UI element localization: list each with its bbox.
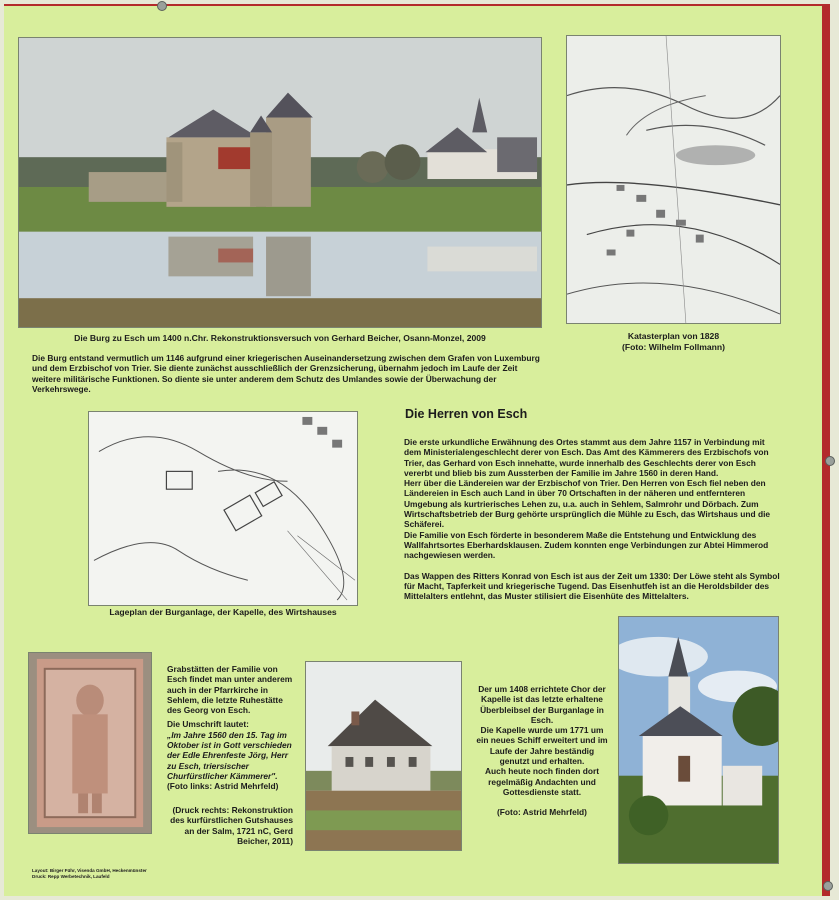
chapel-image [618,616,779,864]
layout-credit: Layout: Birger Führ, Visenda GmbH, Heckenmünster [32,868,147,873]
choir-text-3: Auch heute noch finden dort regelmäßig Andachten und Gottesdienste statt. [485,766,599,797]
print-credit-right: (Druck rechts: Rekonstruktion des kurfürstlichen Gutshauses an der Salm, 1721 nC, Gerd Beicher, 2011) [170,805,293,846]
herren-text [404,437,782,601]
choir-text-block [474,684,610,818]
castle-reconstruction-image [18,37,542,328]
tombstone-image [28,652,152,834]
cadastral-map-image [566,35,781,324]
site-plan-caption: Lageplan der Burganlage, der Kapelle, des Wirtshauses [109,607,337,617]
herren-paragraph-2: Herr über die Ländereien war der Erzbischof von Trier. Den Herren von Esch fiel neben den Ländereien in Esch auch Land in über 70 Ortschaften in der näheren und entfernteren Umgebung als kurtrierisches Lehen zu, u.a. auch in Sehlem, Salmrohr und Dörbach. Zum Wirtschaftsbetrieb der Burg gehörte ursprünglich die Mühle zu Esch, das Wirtshaus und die Schäferei. [404,478,771,530]
choir-text-2: Die Kapelle wurde um 1771 um ein neues Schiff erweitert und im Laufe der Jahre beständig genutzt und erhalten. [476,725,608,767]
section-heading-herren-von-esch: Die Herren von Esch [405,407,528,421]
site-plan-image [88,411,358,606]
inscription-quote: „Im Jahre 1560 den 15. Tag im Oktober ist in Gott verschieden der Edle Ehrenfeste Jörg, Herr zu Esch, triersischer Churfürstlicher Kämmerer". [167,729,292,781]
screw-top [157,1,167,11]
screw-bottom-right [823,881,833,891]
cadastral-caption-title: Katasterplan von 1828 [627,331,720,341]
herren-paragraph-1: Die erste urkundliche Erwähnung des Ortes stammt aus dem Jahre 1157 in Verbindung mit dem Ministerialengeschlecht derer von Esch. Das Amt des Kämmerers des Erzbischofs von Trier, das Gerhard von Esch innehatte, wurde innerhalb des Geschlechts derer von Esch vererbt und blieb bis zum Aussterben der Familie im Jahre 1560 in deren Hand. [404,437,769,478]
credits [32,868,262,880]
photo-credit-left: (Foto links: Astrid Mehrfeld) [167,781,279,792]
cadastral-caption-credit: (Foto: Wilhelm Follmann) [621,341,726,352]
screw-right [825,456,835,466]
inscription-label: Die Umschrift lautet: [167,719,249,730]
grave-text: Grabstätten der Familie von Esch findet man unter anderem auch in der Pfarrkirche in Sehlem, die letzte Ruhestätte des Georg von Esch. [167,664,293,716]
manor-house-image [305,661,462,851]
grave-text-block [167,664,293,792]
print-credit: Druck: Repp Werbetechnik, Laufeld [32,874,110,879]
cadastral-caption [566,331,781,352]
castle-caption: Die Burg zu Esch um 1400 n.Chr. Rekonstruktionsversuch von Gerhard Beicher, Osann-Monzel, 2009 [74,333,486,343]
herren-paragraph-4: Das Wappen des Ritters Konrad von Esch ist aus der Zeit um 1330: Der Löwe steht als Symbol für Macht, Tapferkeit und kriegerische Tugend. Das Eisenhutfeh ist an die Heroldsbilder des Mittelalters entlehnt, das Muster stilisiert die Eisenhüte des Mittelalters. [404,570,780,602]
intro-paragraph: Die Burg entstand vermutlich um 1146 aufgrund einer kriegerischen Auseinandersetzung zwischen dem Grafen von Luxemburg und dem Erzbischof von Trier. Sie diente zunächst ausschließlich der Grenzsicherung, übernahm jedoch im Laufe der Zeit weitere militärische Funktionen. So diente sie unter anderem dem Schutz des Umlandes sowie der Überwachung der Verkehrswege. [32,353,540,394]
photo-credit-mehrfeld: (Foto: Astrid Mehrfeld) [497,807,587,818]
herren-paragraph-3: Die Familie von Esch förderte in besonderem Maße die Entstehung und Entwicklung des Wallfahrtsortes Eberhardsklausen. Zudem konnten enge Verbindungen zur Abtei Himmerod nachgewiesen werden. [404,529,769,561]
choir-text-1: Der um 1408 errichtete Chor der Kapelle ist das letzte erhaltene Überbleibsel der Burganlage in Esch. [478,684,606,725]
